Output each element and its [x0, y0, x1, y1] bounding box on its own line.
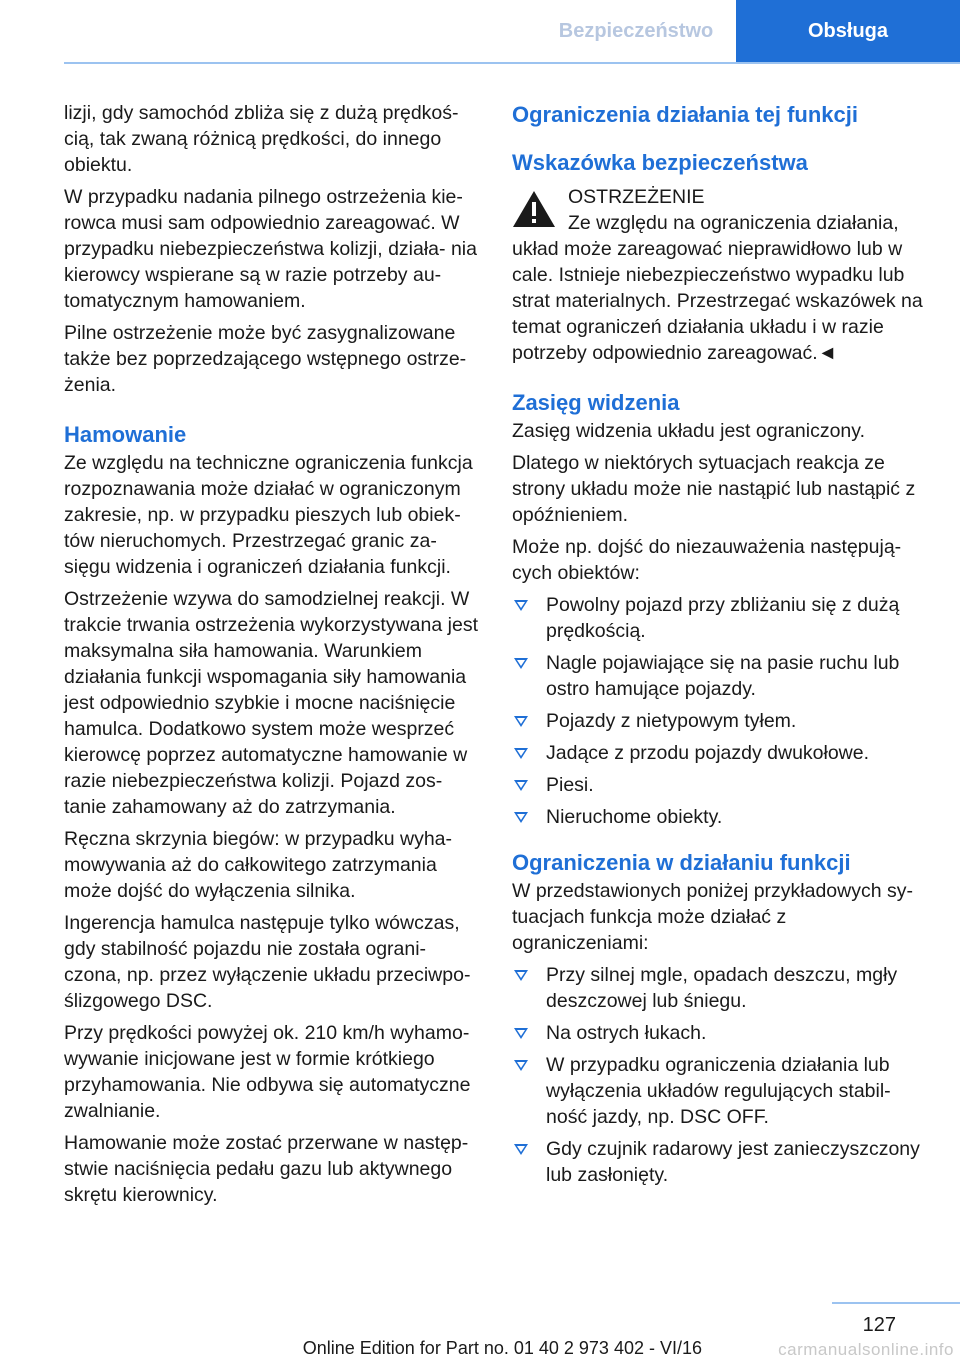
list-item: Przy silnej mgle, opadach deszczu, mgły deszczowej lub śniegu. [512, 962, 928, 1014]
paragraph: Dlatego w niektórych sytuacjach reakcja ze strony układu może nie nastąpić lub nastąpić z opóźnieniem. [512, 452, 916, 526]
list-item: Nieruchome obiekty. [512, 804, 928, 830]
bullet-triangle-icon [514, 748, 528, 759]
list-item: Na ostrych łukach. [512, 1020, 928, 1046]
bullet-triangle-icon [514, 1060, 528, 1071]
paragraph: W przedstawionych poniżej przykładowych sy‐ tuacjach funkcja może działać z ograniczeniami: [512, 880, 913, 954]
bullet-triangle-icon [514, 600, 528, 611]
paragraph: lizji, gdy samochód zbliża się z dużą prędkoś‐ cią, tak zwaną różnicą prędkości, do innego obiektu. [64, 102, 459, 176]
heading-range: Zasięg widzenia [512, 390, 680, 415]
warning-box [512, 184, 928, 236]
paragraph: Ze względu na techniczne ograniczenia funkcja rozpoznawania może działać w ograniczonym zakresie, np. w przypadku pieszych lub obiek‐ tów nieruchomych. Przestrzegać granic za‐ sięgu widzenia i ograniczeń działania funkcji. [64, 452, 473, 578]
header-divider [64, 62, 960, 64]
list-item: Pojazdy z nietypowym tyłem. [512, 708, 928, 734]
warning-text-continued: układ może zareagować nieprawidłowo lub w cale. Istnieje niebezpieczeństwo wypadku lub strat materialnych. Przestrzegać wskazówek na temat ograniczeń działania układu i w razie potrzeby odpowiednio zareagować.◄ [512, 238, 923, 364]
warning-title: OSTRZEŻENIE [568, 186, 705, 208]
warning-triangle-icon [512, 190, 556, 228]
paragraph: W przypadku nadania pilnego ostrzeżenia kie‐ rowca musi sam odpowiednio zareagować. W przypadku niebezpieczeństwa kolizji, działa‐ nia kierowcy wspierane są w razie potrzeby au‐ tomatycznym hamowaniem. [64, 186, 477, 312]
page-header [536, 0, 960, 62]
heading-safety-note: Wskazówka bezpieczeństwa [512, 150, 808, 175]
bullet-triangle-icon [514, 780, 528, 791]
bullet-triangle-icon [514, 658, 528, 669]
list-item: Jadące z przodu pojazdy dwukołowe. [512, 740, 928, 766]
bullet-triangle-icon [514, 716, 528, 727]
paragraph: Zasięg widzenia układu jest ograniczony. [512, 420, 865, 442]
tab-section-safety[interactable]: Bezpieczeństwo [536, 0, 736, 62]
list-item: Piesi. [512, 772, 928, 798]
heading-braking: Hamowanie [64, 422, 187, 447]
range-list [512, 592, 928, 830]
bullet-triangle-icon [514, 812, 528, 823]
paragraph: Przy prędkości powyżej ok. 210 km/h wyhamo‐ wywanie inicjowane jest w formie krótkiego przyhamowania. Nie odbywa się automatyczne zwalnianie. [64, 1022, 471, 1122]
paragraph: Ostrzeżenie wzywa do samodzielnej reakcji. W trakcie trwania ostrzeżenia wykorzystywana jest maksymalna siła hamowania. Warunkiem działania funkcji wspomagania siły hamowania jest odpowiednio szybkie i mocne naciśnięcie hamulca. Dodatkowo system może wesprzeć kierowcę poprzez automatyczne hamowanie w razie niebezpieczeństwa kolizji. Pojazd zos‐ tanie zahamowany aż do zatrzymania. [64, 588, 478, 818]
bullet-triangle-icon [514, 970, 528, 981]
page-number: 127 [862, 1314, 896, 1336]
heading-function-limitations: Ograniczenia w działaniu funkcji [512, 850, 851, 875]
paragraph: Pilne ostrzeżenie może być zasygnalizowane także bez poprzedzającego wstępnego ostrze‐ żenia. [64, 322, 467, 396]
edition-note: Online Edition for Part no. 01 40 2 973 402 - VI/16 [302, 1338, 702, 1358]
left-column [64, 100, 480, 1214]
list-item: W przypadku ograniczenia działania lub wyłączenia układów regulujących stabil‐ ność jazdy, np. DSC OFF. [512, 1052, 928, 1130]
paragraph: Hamowanie może zostać przerwane w następ‐ stwie naciśnięcia pedału gazu lub aktywnego skrętu kierownicy. [64, 1132, 469, 1206]
footer-divider [832, 1302, 960, 1304]
warning-text: Ze względu na ograniczenia działania, [568, 212, 899, 234]
conditions-list [512, 962, 928, 1188]
heading-function-limits: Ograniczenia działania tej funkcji [512, 102, 858, 127]
list-item: Nagle pojawiające się na pasie ruchu lub ostro hamujące pojazdy. [512, 650, 928, 702]
right-column [512, 100, 928, 1194]
bullet-triangle-icon [514, 1028, 528, 1039]
list-item: Gdy czujnik radarowy jest zanieczyszczony lub zasłonięty. [512, 1136, 928, 1188]
list-item: Powolny pojazd przy zbliżaniu się z dużą prędkością. [512, 592, 928, 644]
paragraph: Ingerencja hamulca następuje tylko wówczas, gdy stabilność pojazdu nie została ograni‐ czona, np. przez wyłączenie układu przeciwpo‐ ślizgowego DSC. [64, 912, 471, 1012]
tab-chapter-operation[interactable]: Obsługa [736, 0, 960, 62]
watermark: carmanualsonline.info [778, 1340, 954, 1359]
bullet-triangle-icon [514, 1144, 528, 1155]
paragraph: Może np. dojść do niezauważenia następują‐ cych obiektów: [512, 536, 902, 584]
paragraph: Ręczna skrzynia biegów: w przypadku wyha‐ mowywania aż do całkowitego zatrzymania może dojść do wyłączenia silnika. [64, 828, 453, 902]
